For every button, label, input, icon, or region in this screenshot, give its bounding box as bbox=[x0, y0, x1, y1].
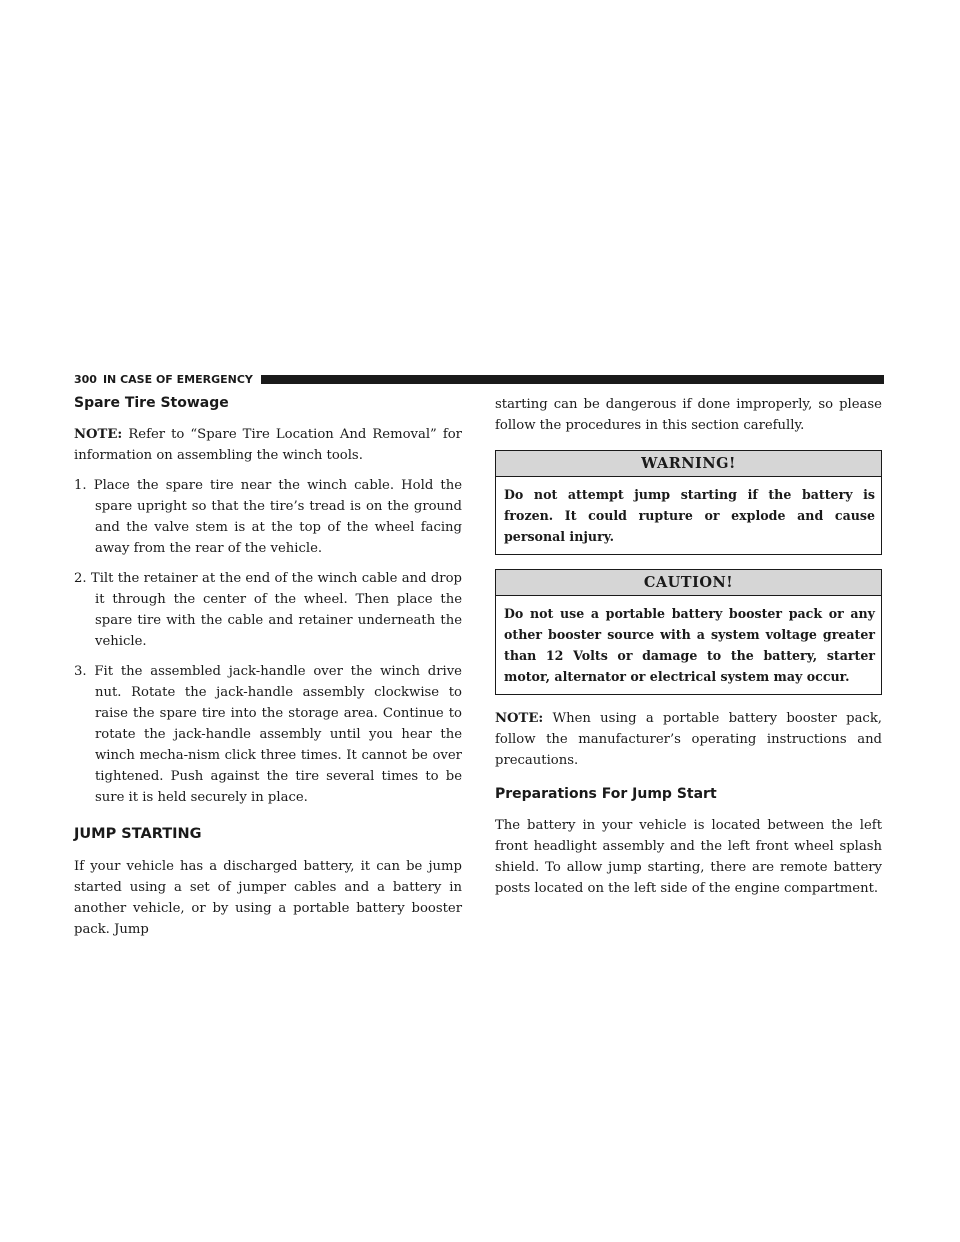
spare-tire-stowage-heading: Spare Tire Stowage bbox=[74, 395, 229, 411]
list-item: 1. Place the spare tire near the winch cable. Hold the spare upright so that the tire’s tread is on the ground and the valve stem is at the top of the wheel facing away from the rear of the vehicle. bbox=[74, 478, 462, 556]
jump-intro-paragraph: If your vehicle has a discharged battery, it can be jump started using a set of jumper cables and a battery in another vehicle, or by using a portable battery booster pack. Jump bbox=[74, 859, 462, 937]
warning-box bbox=[495, 450, 882, 555]
caution-title: CAUTION! bbox=[496, 570, 881, 596]
left-column bbox=[74, 394, 462, 949]
list-item: 3. Fit the assembled jack-handle over the winch drive nut. Rotate the jack-handle assembly clockwise to raise the spare tire into the storage area. Continue to rotate the jack-handle assembly until you hear the winch mecha-nism click three times. It cannot be over tightened. Push against the tire several times to be sure it is held securely in place. bbox=[74, 664, 462, 805]
note-paragraph-2 bbox=[495, 708, 882, 771]
preparations-paragraph: The battery in your vehicle is located between the left front headlight assembly and the left front wheel splash shield. To allow jump starting, there are remote battery posts located on the left side of the engine compartment. bbox=[495, 818, 882, 896]
warning-text: Do not attempt jump starting if the battery is frozen. It could rupture or explode and cause personal injury. bbox=[504, 487, 875, 544]
page-header bbox=[74, 372, 884, 386]
note-text-2: When using a portable battery booster pack, follow the manufacturer’s operating instructions and precautions. bbox=[495, 711, 882, 768]
note-label-2: NOTE: bbox=[495, 711, 544, 726]
right-column bbox=[495, 394, 882, 908]
section-title: IN CASE OF EMERGENCY bbox=[102, 372, 253, 386]
caution-text: Do not use a portable battery booster pack or any other booster source with a system voltage greater than 12 Volts or damage to the battery, starter motor, alternator or electrical system may occur. bbox=[504, 606, 875, 684]
note-label: NOTE: bbox=[74, 427, 123, 442]
jump-intro-continued: starting can be dangerous if done improperly, so please follow the procedures in this section carefully. bbox=[495, 397, 882, 433]
preparations-heading: Preparations For Jump Start bbox=[495, 786, 717, 802]
note-text: Refer to “Spare Tire Location And Removal” for information on assembling the winch tools. bbox=[74, 427, 462, 463]
stowage-steps bbox=[74, 475, 462, 808]
note-paragraph bbox=[74, 424, 462, 466]
page-number: 300 bbox=[74, 372, 97, 386]
list-item: 2. Tilt the retainer at the end of the winch cable and drop it through the center of the wheel. Then place the spare tire with the cable and retainer underneath the vehicle. bbox=[74, 571, 462, 649]
warning-title: WARNING! bbox=[496, 451, 881, 477]
caution-box bbox=[495, 569, 882, 695]
jump-starting-heading: JUMP STARTING bbox=[74, 826, 202, 842]
header-rule bbox=[261, 375, 884, 384]
